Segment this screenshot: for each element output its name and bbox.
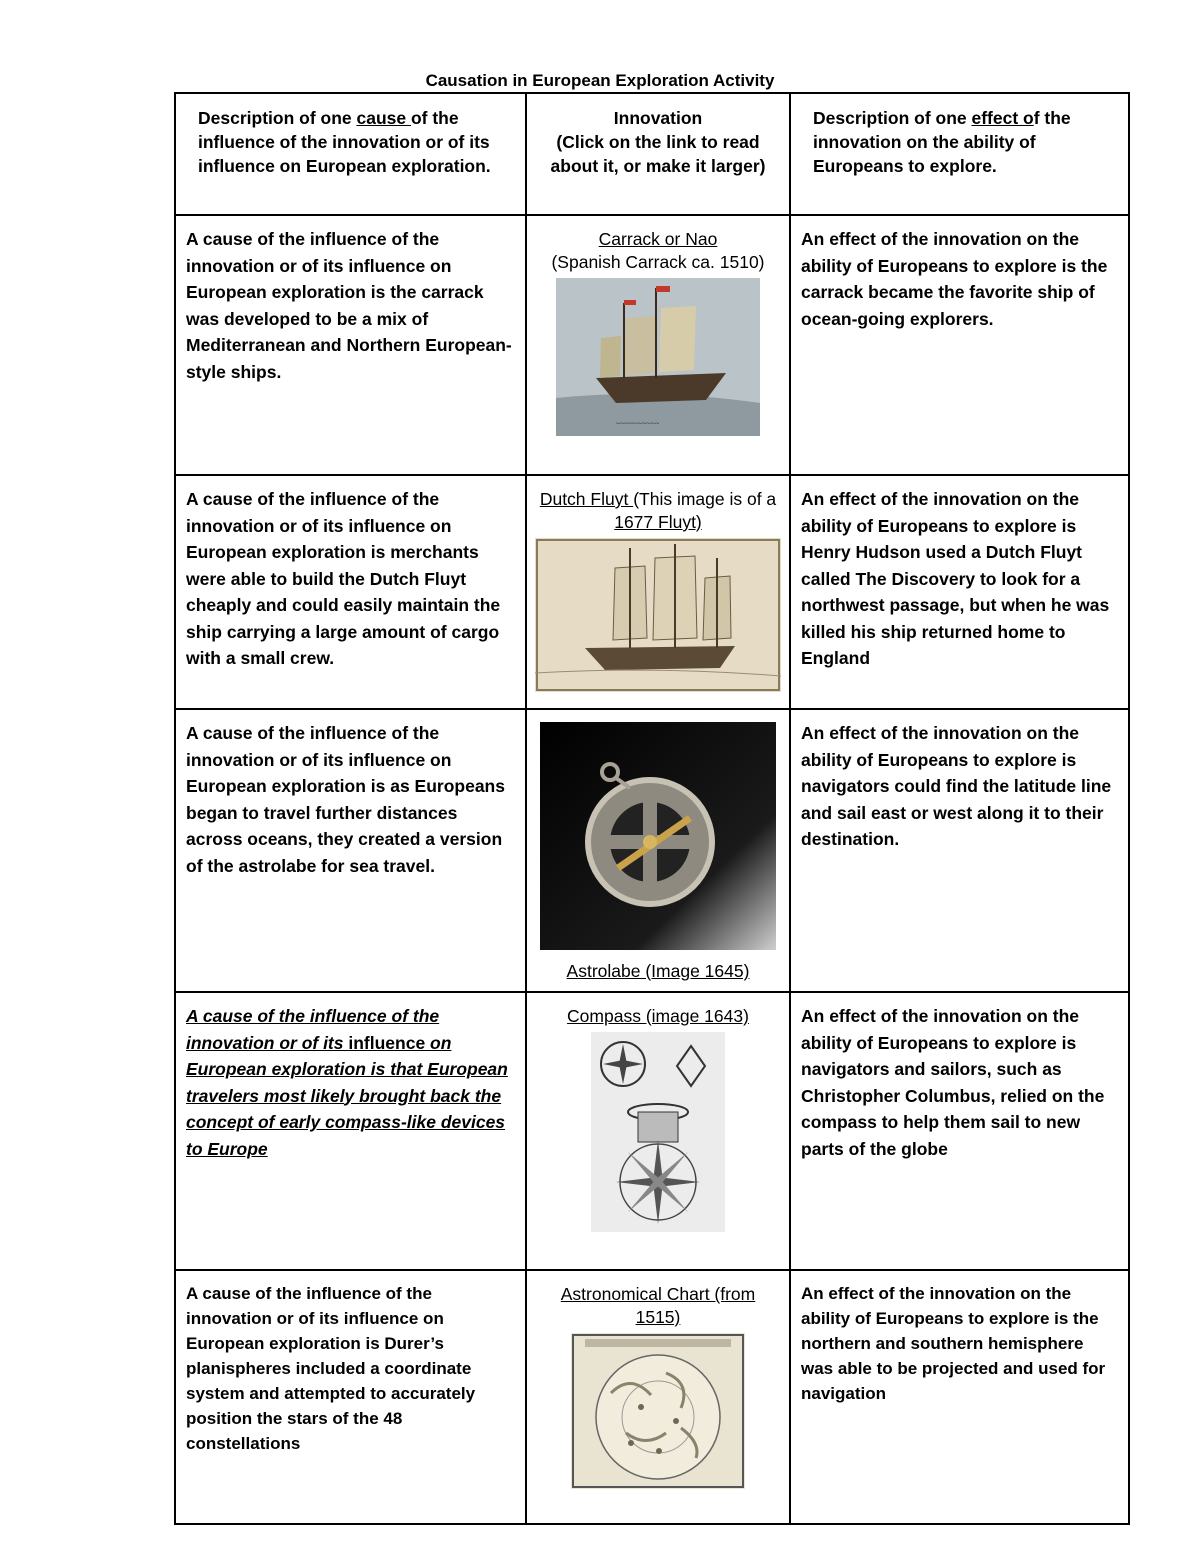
table-row	[175, 992, 1129, 1270]
header-effect	[790, 93, 1129, 215]
header-effect-pre: Description of one	[813, 108, 972, 128]
effect-text: An effect of the innovation on the ability of Europeans to explore is Henry Hudson used a Dutch Fluyt called The Discovery to look for a northwest passage, but when he was killed his ship returned home to England	[801, 489, 1110, 668]
cause-text: A cause of the influence of the innovation or of its influence on European exploration is the carrack was developed to be a mix of Mediterranean and Northern European-style ships.	[186, 229, 512, 382]
svg-text:~~~~~~~~~~: ~~~~~~~~~~	[616, 419, 660, 428]
header-innovation	[526, 93, 790, 215]
compass-link[interactable]: Compass (image 1643)	[567, 1006, 749, 1026]
table-row	[175, 1270, 1129, 1524]
dutch-fluyt-engraving[interactable]	[535, 538, 781, 692]
table-row	[175, 709, 1129, 992]
table-header-row	[175, 93, 1129, 215]
effect-text: An effect of the innovation on the ability of Europeans to explore is the carrack became the favorite ship of ocean-going explorers.	[801, 229, 1108, 329]
header-cause-post: of the influence of the innovation or of its influence on European exploration.	[198, 108, 491, 176]
header-cause-pre: Description of one	[198, 108, 357, 128]
dutch-fluyt-link[interactable]: Dutch Fluyt	[539, 489, 634, 509]
table-row	[175, 475, 1129, 709]
carrack-ship-illustration[interactable]	[556, 278, 760, 436]
fluyt-1677-link[interactable]: 1677 Fluyt)	[614, 512, 702, 532]
star-chart-planisphere[interactable]	[571, 1333, 745, 1489]
header-effect-underlined: effect o	[971, 108, 1034, 128]
cause-text: A cause of the influence of the innovation or of its influence on European exploration is merchants were able to build the Dutch Fluyt cheaply and could easily maintain the ship carrying a large amount of cargo with a small crew.	[186, 489, 501, 668]
header-innovation-title: Innovation	[613, 108, 703, 128]
carrack-link[interactable]: Carrack or Nao	[598, 229, 718, 249]
compass-diagram[interactable]	[591, 1032, 725, 1232]
effect-text: An effect of the innovation on the ability of Europeans to explore is navigators could find the latitude line and sail east or west along it to their destination.	[801, 723, 1112, 849]
table-row	[175, 215, 1129, 475]
cause-text: A cause of the influence of the innovation or of its influence on European exploration is that European travelers most likely brought back the concept of early compass-like devices to Europe	[186, 1006, 508, 1159]
carrack-caption: (Spanish Carrack ca. 1510)	[551, 252, 765, 272]
cause-text: A cause of the influence of the innovation or of its influence on European exploration is as Europeans began to travel further distances across oceans, they created a version of the astrolabe for sea travel.	[186, 723, 505, 876]
effect-text: An effect of the innovation on the ability of Europeans to explore is navigators and sailors, such as Christopher Columbus, relied on the compass to help them sail to new parts of the globe	[801, 1006, 1105, 1159]
astrolabe-link[interactable]: Astrolabe (Image 1645)	[566, 961, 750, 981]
astrolabe-photo[interactable]	[540, 722, 776, 950]
header-innovation-note: (Click on the link to read about it, or make it larger)	[550, 132, 766, 176]
exploration-table	[174, 92, 1130, 1525]
header-cause	[175, 93, 526, 215]
astronomical-chart-link[interactable]: Astronomical Chart (from 1515)	[560, 1284, 756, 1327]
dutch-fluyt-caption: (This image is of a	[633, 489, 777, 509]
page-title: Causation in European Exploration Activity	[425, 71, 775, 90]
cause-text: A cause of the influence of the innovation or of its influence on European exploration is Durer’s planispheres included a coordinate system and attempted to accurately position the stars of the 48 constellations	[186, 1284, 476, 1453]
header-cause-underlined: cause	[356, 108, 411, 128]
effect-text: An effect of the innovation on the ability of Europeans to explore is the northern and southern hemisphere was able to be projected and used for navigation	[801, 1284, 1106, 1403]
header-effect-post: f the innovation on the ability of Europeans to explore.	[813, 108, 1071, 176]
